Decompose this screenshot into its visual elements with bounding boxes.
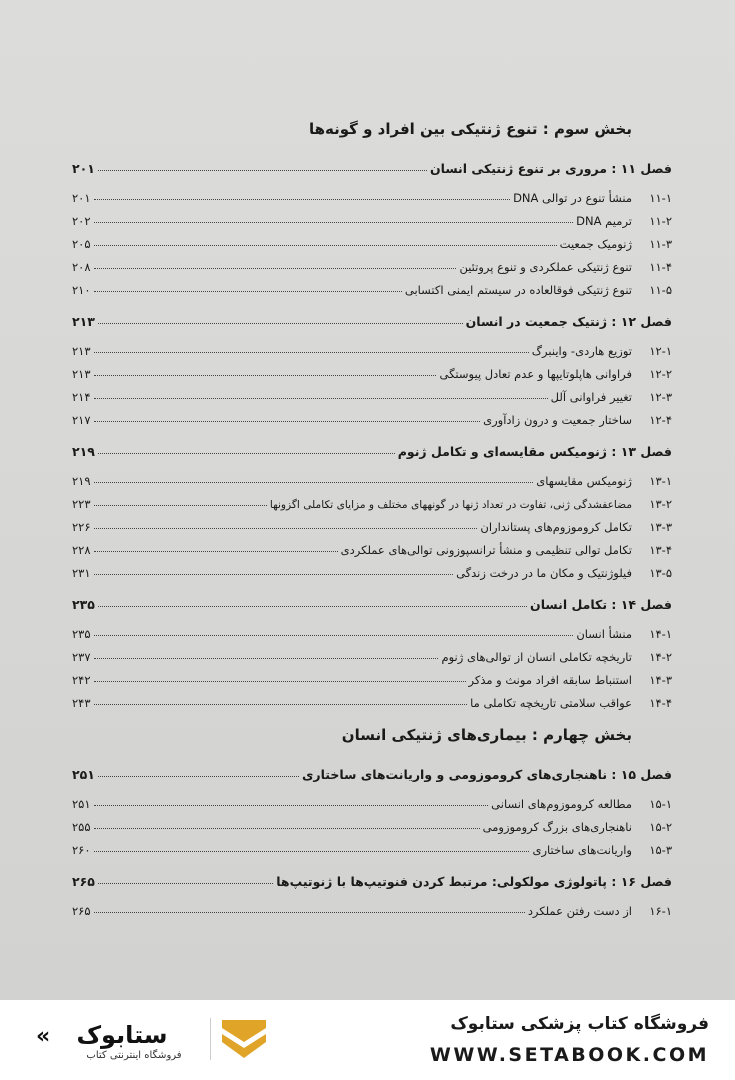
toc-item: ۱۳-۱ ژنومیکس مقایسهای ۲۱۹ (72, 474, 672, 488)
chapter-page: ۲۳۵ (72, 597, 95, 612)
chapter-title: فصل ۱۵ : ناهنجاری‌های کروموزومی و واریانت‌های ساختاری (301, 767, 672, 782)
chapter-page: ۲۱۹ (72, 444, 95, 459)
logo-subtitle: فروشگاه اینترنتی کتاب (86, 1050, 182, 1061)
toc-item: ۱۲-۱ توزیع هاردی- واینبرگ ۲۱۳ (72, 344, 672, 358)
chapter-page: ۲۰۱ (72, 161, 95, 176)
toc-item: ۱۱-۱ منشأ تنوع در توالی DNA ۲۰۱ (72, 191, 672, 205)
toc-item: ۱۱-۴ تنوع ژنتیکی عملکردی و تنوع پروتئین ۲۰۸ (72, 260, 672, 274)
table-of-contents (72, 118, 672, 918)
chapter-title: فصل ۱۴ : تکامل انسان (530, 597, 672, 612)
chapter-13 (72, 437, 672, 459)
chapter-title: فصل ۱۱ : مروری بر تنوع ژنتیکی انسان (429, 161, 672, 176)
toc-item: ۱۴-۴ عواقب سلامتی تاریخچه تکاملی ما ۲۴۳ (72, 696, 672, 710)
toc-item: ۱۴-۲ تاریخچه تکاملی انسان از توالی‌های ژنوم ۲۳۷ (72, 650, 672, 664)
toc-item: ۱۱-۳ ژنومیک جمعیت ۲۰۵ (72, 237, 672, 251)
chapter-title: فصل ۱۲ : ژنتیک جمعیت در انسان (465, 314, 672, 329)
toc-item: ۱۲-۲ فراوانی هاپلوتایپها و عدم تعادل پیوستگی ۲۱۳ (72, 367, 672, 381)
store-url[interactable]: WWW.SETABOOK.COM (429, 1044, 709, 1066)
toc-item: ۱۳-۳ تکامل کروموزوم‌های پستانداران ۲۲۶ (72, 520, 672, 534)
toc-item: ۱۳-۵ فیلوژنتیک و مکان ما در درخت زندگی ۲۳۱ (72, 566, 672, 580)
chapter-16 (72, 867, 672, 889)
part4-title: بخش چهارم : بیماری‌های ژنتیکی انسان (341, 726, 632, 744)
toc-item: ۱۲-۴ ساختار جمعیت و درون زادآوری ۲۱۷ (72, 413, 672, 427)
logo-wordmark: ستابوک (76, 1021, 168, 1049)
toc-item: ۱۵-۳ واریانت‌های ساختاری ۲۶۰ (72, 843, 672, 857)
store-footer (0, 1000, 735, 1080)
toc-item: ۱۳-۲ مضاعفشدگی ژنی، تفاوت در تعداد ژنها در گونههای مختلف و مزایای تکاملی اگزونها ۲۲۳ (72, 497, 672, 511)
chapter-title: فصل ۱۳ : ژنومیکس مقایسه‌ای و تکامل ژنوم (397, 444, 672, 459)
toc-item: ۱۴-۱ منشأ انسان ۲۳۵ (72, 627, 672, 641)
toc-item: ۱۳-۴ تکامل توالی تنظیمی و منشأ ترانسپوزونی توالی‌های عملکردی ۲۲۸ (72, 543, 672, 557)
chevron-logo-icon (210, 1014, 278, 1064)
store-name: فروشگاه کتاب پزشکی ستابوک (450, 1014, 709, 1034)
toc-item: ۱۴-۳ استنباط سابقه افراد مونث و مذکر ۲۴۲ (72, 673, 672, 687)
toc-item: ۱۱-۲ ترمیم DNA ۲۰۲ (72, 214, 672, 228)
toc-item: ۱۵-۱ مطالعه کروموزوم‌های انسانی ۲۵۱ (72, 797, 672, 811)
chapter-title: فصل ۱۶ : پاتولوژی مولکولی: مرتبط کردن فنوتیپ‌ها با ژنوتیپ‌ها (276, 874, 672, 889)
toc-item: ۱۶-۱ از دست رفتن عملکرد ۲۶۵ (72, 904, 672, 918)
chapter-page: ۲۱۳ (72, 314, 95, 329)
chapter-page: ۲۵۱ (72, 767, 95, 782)
chapter-14 (72, 590, 672, 612)
toc-item: ۱۱-۵ تنوع ژنتیکی فوقالعاده در سیستم ایمنی اکتسابی ۲۱۰ (72, 283, 672, 297)
chapter-page: ۲۶۵ (72, 874, 95, 889)
toc-item: ۱۵-۲ ناهنجاری‌های بزرگ کروموزومی ۲۵۵ (72, 820, 672, 834)
quote-mark-icon: « (36, 1024, 51, 1049)
chapter-12 (72, 307, 672, 329)
chapter-15 (72, 760, 672, 782)
toc-item: ۱۲-۳ تغییر فراوانی آلل ۲۱۴ (72, 390, 672, 404)
part3-title: بخش سوم : تنوع ژنتیکی بین افراد و گونه‌ها (309, 120, 632, 138)
store-logo[interactable] (36, 1016, 186, 1064)
chapter-11 (72, 154, 672, 176)
